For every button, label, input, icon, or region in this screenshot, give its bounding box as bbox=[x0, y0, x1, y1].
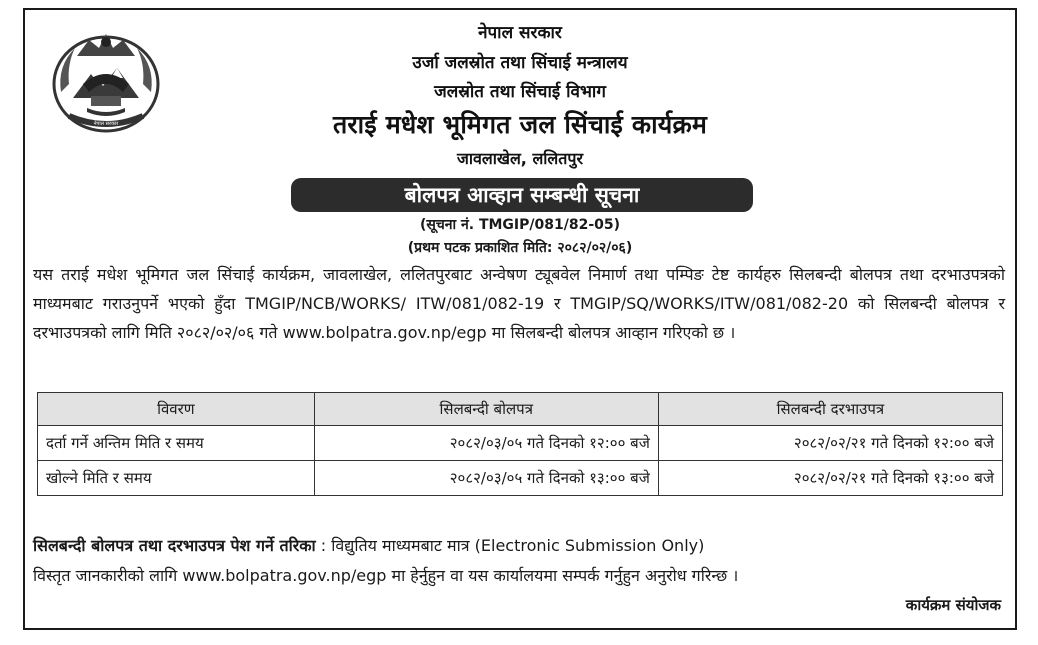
submission-method-label: सिलबन्दी बोलपत्र तथा दरभाउपत्र पेश गर्ने तरिका bbox=[33, 536, 316, 555]
notice-paragraph: यस तराई मधेश भूमिगत जल सिंचाई कार्यक्रम, जावलाखेल, ललितपुरबाट अन्वेषण ट्यूबवेल निमार्ण तथा पम्पिङ टेष्ट कार्यहरु सिलबन्दी बोलपत्र तथा दरभाउपत्रको माध्यमबाट गराउनुपर्ने भएको हुँदा TMGIP/NCB/WORKS/ ITW/081/082-19 र TMGIP/SQ/WORKS/ITW/081/082-20 को सिलबन्दी बोलपत्र र दरभाउपत्रको लागि मिति २०८२/०२/०६ गते www.bolpatra.gov.np/egp मा सिलबन्दी बोलपत्र आव्हान गरिएको छ । bbox=[33, 265, 1005, 342]
column-header-sealed-quotation: सिलबन्दी दरभाउपत्र bbox=[658, 393, 1002, 426]
department-heading: जलस्रोत तथा सिंचाई विभाग bbox=[434, 82, 606, 102]
publication-date: (प्रथम पटक प्रकाशित मिति: २०८२/०२/०६) bbox=[407, 240, 633, 256]
column-header-sealed-bid: सिलबन्दी बोलपत्र bbox=[314, 393, 658, 426]
column-header-description: विवरण bbox=[38, 393, 315, 426]
notice-number: (सूचना नं. TMGIP/081/82-05) bbox=[419, 217, 621, 233]
table-header-row bbox=[38, 393, 1003, 426]
sealed-bid-value: २०८२/०३/०५ गते दिनको १३:०० बजे bbox=[314, 461, 658, 496]
sealed-quotation-value: २०८२/०२/२१ गते दिनको १३:०० बजे bbox=[658, 461, 1002, 496]
submission-separator: : bbox=[315, 536, 332, 555]
row-label: दर्ता गर्ने अन्तिम मिति र समय bbox=[38, 426, 315, 461]
row-label: खोल्ने मिति र समय bbox=[38, 461, 315, 496]
schedule-table bbox=[37, 392, 1003, 496]
ministry-heading: उर्जा जलस्रोत तथा सिंचाई मन्त्रालय bbox=[412, 53, 628, 73]
submission-method-value: विद्युतिय माध्यमबाट मात्र (Electronic Submission Only) bbox=[331, 536, 705, 555]
program-title: तराई मधेश भूमिगत जल सिंचाई कार्यक्रम bbox=[332, 110, 708, 139]
notice-title-banner: बोलपत्र आव्हान सम्बन्धी सूचना bbox=[291, 178, 753, 212]
svg-text:नेपाल सरकार: नेपाल सरकार bbox=[93, 121, 119, 127]
submission-method bbox=[33, 533, 1005, 559]
sealed-bid-value: २०८२/०३/०५ गते दिनको १२:०० बजे bbox=[314, 426, 658, 461]
government-heading: नेपाल सरकार bbox=[478, 23, 562, 43]
table-row bbox=[38, 461, 1003, 496]
contact-info: विस्तृत जानकारीको लागि www.bolpatra.gov.np/egp मा हेर्नुहुन वा यस कार्यालयमा सम्पर्क गर्नुहुन अनुरोध गरिन्छ । bbox=[33, 566, 739, 585]
office-address: जावलाखेल, ललितपुर bbox=[456, 149, 584, 168]
tender-notice bbox=[23, 8, 1017, 630]
signatory: कार्यक्रम संयोजक bbox=[905, 596, 1001, 614]
sealed-quotation-value: २०८२/०२/२१ गते दिनको १२:०० बजे bbox=[658, 426, 1002, 461]
table-row bbox=[38, 426, 1003, 461]
